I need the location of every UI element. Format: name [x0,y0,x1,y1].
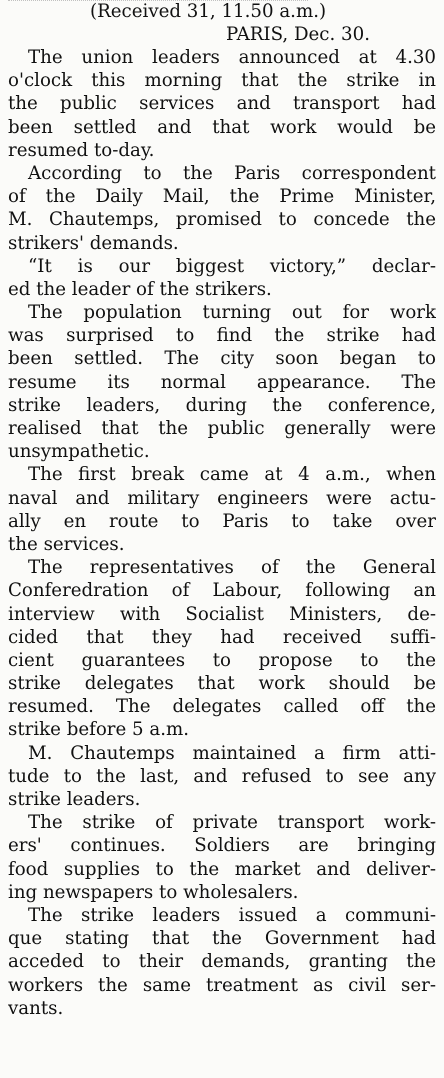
dateline: PARIS, Dec. 30. [226,24,370,45]
article-line: M. Chautemps, promised to concede the [8,209,436,231]
article-paragraph [8,162,436,255]
article-line: cided that they had received suffi- [8,626,436,648]
article-paragraph [8,255,436,301]
article-line: been settled. The city soon began to [8,348,436,370]
article-line: ing newspapers to wholesalers. [8,881,299,903]
article-paragraph [8,742,436,812]
article-line: been settled and that work would be [8,116,436,138]
article-line: que stating that the Government had [8,928,436,950]
article-line: realised that the public generally were [8,418,436,439]
article-line: o'clock this morning that the strike in [8,70,436,92]
article-paragraph [8,46,436,162]
article-line: strike before 5 a.m. [8,719,190,741]
article-line: strike delegates that work should be [8,673,436,695]
article-line: “It is our biggest victory,” declar- [28,255,436,277]
article-line: tude to the last, and refused to see any [8,765,436,787]
article-paragraph [8,904,436,1020]
article-line: The strike of private transport work- [28,812,436,834]
article-body [8,46,436,1020]
article-line: Conferedration of Labour, following an [8,580,436,602]
article-line: strike leaders. [8,789,141,810]
article-line: ally en route to Paris to take over [8,510,436,532]
article-line: ers' continues. Soldiers are bringing [8,835,436,857]
article-line: vants. [8,997,64,1019]
article-line: interview with Socialist Ministers, de- [8,603,436,625]
article-line: food supplies to the market and deliver- [8,858,436,880]
article-line: resume its normal appearance. The [8,371,436,393]
article-line: resumed to-day. [8,139,155,161]
article-line: ed the leader of the strikers. [8,278,272,300]
article-paragraph [8,556,436,742]
article-line: the services. [8,533,125,555]
article-line: acceded to their demands, granting the [8,951,436,973]
article-paragraph [8,463,436,556]
received-timestamp: (Received 31, 11.50 a.m.) [90,1,327,22]
article-line: the public services and transport had [8,93,436,115]
article-line: According to the Paris correspondent [28,162,436,184]
article-line: naval and military engineers were actu- [8,487,436,509]
article-line: cient guarantees to propose to the [8,649,436,671]
clipped-top-edge [8,0,308,3]
article-line: The first break came at 4 a.m., when [28,464,436,486]
article-line: resumed. The delegates called off the [8,696,436,718]
article-line: The representatives of the General [28,557,436,579]
article-line: strikers' demands. [8,232,179,254]
article-line: The strike leaders issued a communi- [28,904,436,926]
article-line: M. Chautemps maintained a firm atti- [28,742,436,764]
article-line: unsympathetic. [8,441,150,463]
article-line: The union leaders announced at 4.30 [28,47,436,68]
article-line: The population turning out for work [28,302,436,324]
article-line: workers the same treatment as civil ser- [8,974,436,996]
article-line: was surprised to find the strike had [8,325,436,347]
article-column [8,0,436,1020]
article-paragraph [8,811,436,904]
article-paragraph [8,301,436,463]
article-line: strike leaders, during the conference, [8,394,436,416]
article-line: of the Daily Mail, the Prime Minister, [8,186,436,208]
